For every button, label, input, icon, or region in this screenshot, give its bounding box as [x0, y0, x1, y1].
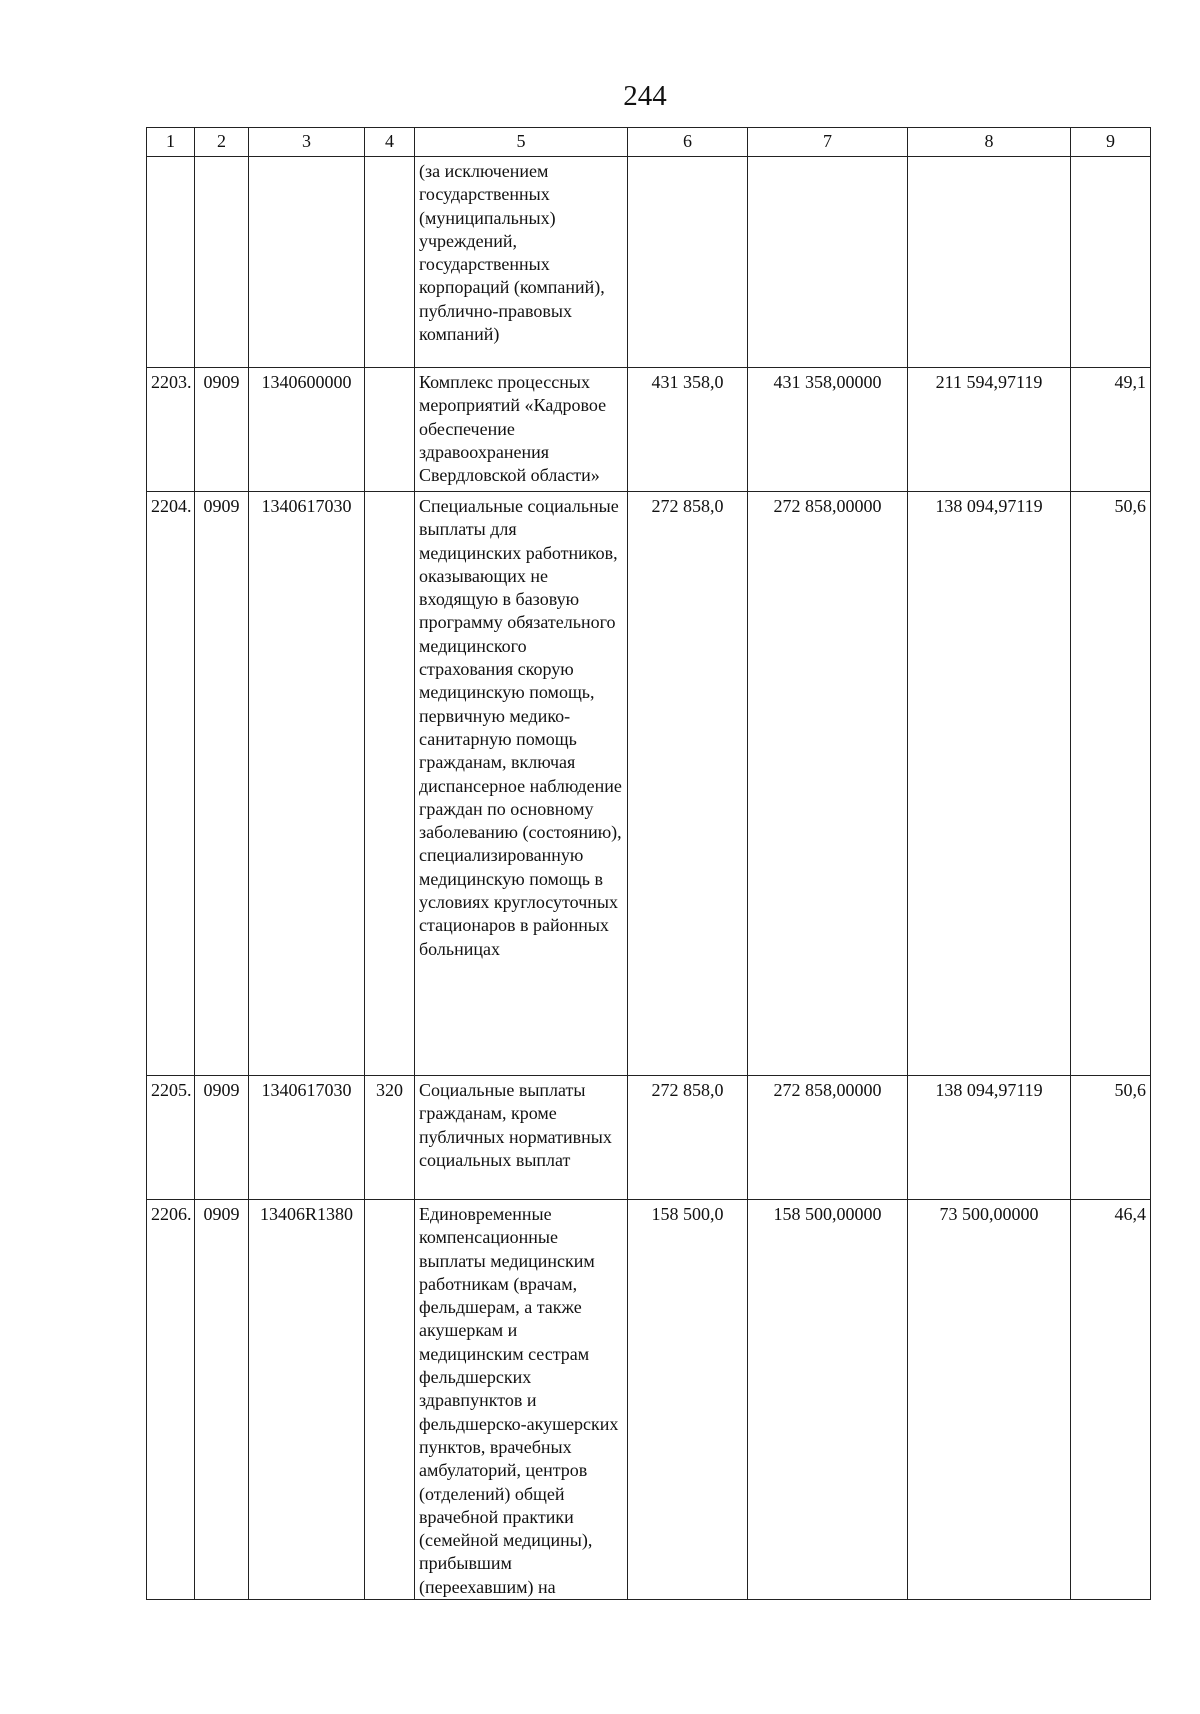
page-number: 244 — [623, 80, 667, 112]
expense-type-code — [365, 368, 415, 492]
amount-col-6: 272 858,0 — [628, 1076, 748, 1200]
expense-type-code — [365, 492, 415, 1076]
amount-col-7: 272 858,00000 — [748, 492, 908, 1076]
item-description: Специальные социальные выплаты для медицинских работников, оказывающих не входящую в базовую программу обязательного медицинского страхования скорую медицинскую помощь, первичную медико-санитарную помощь гражданам, включая диспансерное наблюдение граждан по основному заболеванию (состоянию), специализированную медицинскую помощь в условиях круглосуточных стационаров в районных больницах — [415, 492, 628, 1076]
amount-col-7: 158 500,00000 — [748, 1200, 908, 1600]
col-header-8: 8 — [908, 128, 1071, 157]
amount-col-8: 138 094,97119 — [908, 1076, 1071, 1200]
col-header-1: 1 — [147, 128, 195, 157]
row-number: 2205. — [147, 1076, 195, 1200]
amount-col-7: 272 858,00000 — [748, 1076, 908, 1200]
section-code: 0909 — [195, 1076, 249, 1200]
amount-col-7 — [748, 157, 908, 368]
col-header-4: 4 — [365, 128, 415, 157]
amount-col-6: 431 358,0 — [628, 368, 748, 492]
expense-type-code — [365, 157, 415, 368]
table-row — [147, 1200, 1151, 1600]
amount-col-8: 138 094,97119 — [908, 492, 1071, 1076]
target-article-code: 13406R1380 — [249, 1200, 365, 1600]
percent-col-9: 49,1 — [1071, 368, 1151, 492]
amount-col-8: 73 500,00000 — [908, 1200, 1071, 1600]
col-header-3: 3 — [249, 128, 365, 157]
item-description: Единовременные компенсационные выплаты медицинским работникам (врачам, фельдшерам, а также акушеркам и медицинским сестрам фельдшерских здравпунктов и фельдшерско-акушерских пунктов, врачебных амбулаторий, центров (отделений) общей врачебной практики (семейной медицины), прибывшим (переехавшим) на — [415, 1200, 628, 1600]
target-article-code: 1340617030 — [249, 492, 365, 1076]
percent-col-9 — [1071, 157, 1151, 368]
col-header-9: 9 — [1071, 128, 1151, 157]
target-article-code — [249, 157, 365, 368]
table-row — [147, 1076, 1151, 1200]
expense-type-code — [365, 1200, 415, 1600]
table-row — [147, 157, 1151, 368]
row-number: 2203. — [147, 368, 195, 492]
percent-col-9: 46,4 — [1071, 1200, 1151, 1600]
amount-col-6: 158 500,0 — [628, 1200, 748, 1600]
section-code: 0909 — [195, 1200, 249, 1600]
amount-col-8 — [908, 157, 1071, 368]
percent-col-9: 50,6 — [1071, 1076, 1151, 1200]
header-row — [147, 128, 1151, 157]
amount-col-7: 431 358,00000 — [748, 368, 908, 492]
item-description: Комплекс процессных мероприятий «Кадровое обеспечение здравоохранения Свердловской области» — [415, 368, 628, 492]
amount-col-8: 211 594,97119 — [908, 368, 1071, 492]
row-number — [147, 157, 195, 368]
budget-table — [146, 127, 1151, 1600]
target-article-code: 1340617030 — [249, 1076, 365, 1200]
col-header-6: 6 — [628, 128, 748, 157]
expense-type-code: 320 — [365, 1076, 415, 1200]
section-code: 0909 — [195, 492, 249, 1076]
col-header-2: 2 — [195, 128, 249, 157]
amount-col-6: 272 858,0 — [628, 492, 748, 1076]
table-row — [147, 492, 1151, 1076]
item-description: Социальные выплаты гражданам, кроме публичных нормативных социальных выплат — [415, 1076, 628, 1200]
section-code: 0909 — [195, 368, 249, 492]
percent-col-9: 50,6 — [1071, 492, 1151, 1076]
row-number: 2206. — [147, 1200, 195, 1600]
table-row — [147, 368, 1151, 492]
amount-col-6 — [628, 157, 748, 368]
row-number: 2204. — [147, 492, 195, 1076]
col-header-7: 7 — [748, 128, 908, 157]
target-article-code: 1340600000 — [249, 368, 365, 492]
section-code — [195, 157, 249, 368]
col-header-5: 5 — [415, 128, 628, 157]
item-description: (за исключением государственных (муниципальных) учреждений, государственных корпораций (компаний), публично-правовых компаний) — [415, 157, 628, 368]
